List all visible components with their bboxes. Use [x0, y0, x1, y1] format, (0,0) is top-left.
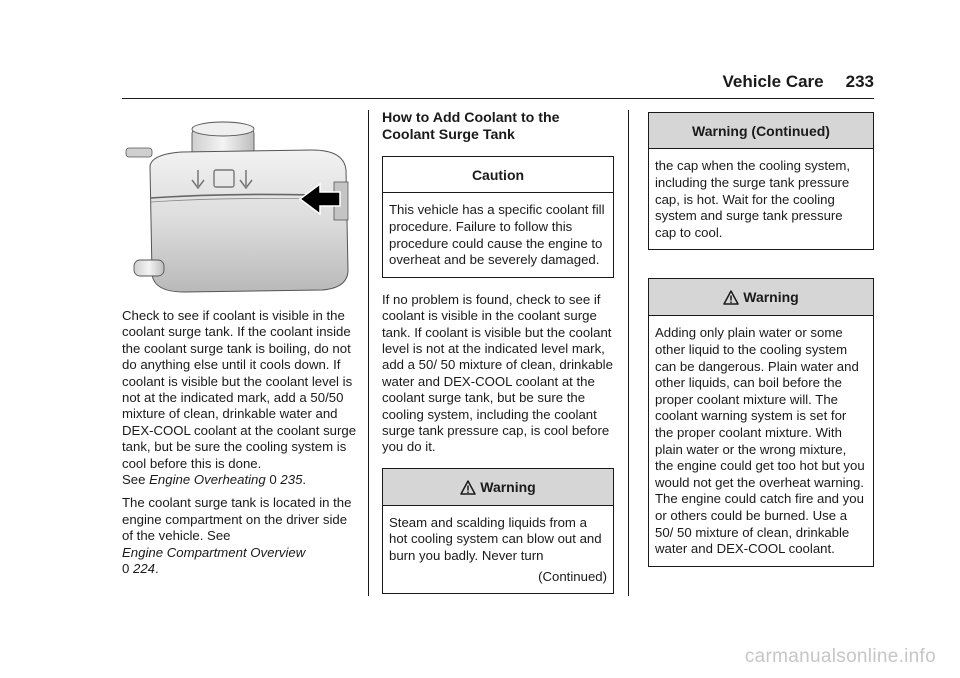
warning-text: Steam and scalding liquids from a hot cooling system can blow out and burn you badly. Never turn [389, 514, 602, 564]
continued-label: (Continued) [538, 568, 607, 584]
warning-triangle-icon [460, 480, 476, 496]
cross-reference[interactable]: Engine Overheating [149, 472, 266, 488]
page-reference[interactable]: 224 [133, 561, 156, 577]
caution-box [382, 156, 614, 278]
header-divider [122, 98, 874, 99]
column-left [122, 110, 358, 585]
column-middle [382, 110, 614, 622]
reference-arrow-icon: 0 [122, 561, 130, 577]
column-right [648, 112, 874, 595]
column-divider [628, 110, 629, 596]
column-divider [368, 110, 369, 596]
warning-triangle-icon [723, 290, 739, 306]
warning-heading: Warning [383, 469, 613, 506]
watermark: carmanualsonline.info [744, 646, 936, 667]
warning-continued-text: the cap when the cooling system, including the surge tank pressure cap, is hot. Wait for the cooling system and surge tank pressure cap to cool. [655, 158, 850, 240]
body-paragraph: If no problem is found, check to see if coolant is visible in the coolant surge tank. If coolant is visible but the coolant level is not at the indicated level mark, add a 50/ 50 mixture of clean, drinkable water and DEX-COOL coolant at the coolant surge tank, but be sure the cooling system, including the coolant surge tank pressure cap, is cool before you do it. [382, 291, 613, 455]
warning-box [382, 468, 614, 594]
body-paragraph: The coolant surge tank is located in the engine compartment on the driver side of the vehicle. See Engine Compartment Overview 0 224. [122, 495, 352, 577]
section-title: Vehicle Care [722, 72, 824, 91]
page-header [723, 72, 875, 92]
cross-reference[interactable]: Engine Compartment Overview [122, 544, 306, 560]
coolant-surge-tank-illustration [122, 110, 358, 306]
caution-heading: Caution [383, 157, 613, 193]
warning-heading: Warning [649, 279, 873, 316]
warning-continued-box [648, 112, 874, 250]
warning-continued-heading: Warning (Continued) [649, 113, 873, 149]
caution-text: This vehicle has a specific coolant fill procedure. Failure to follow this procedure could cause the engine to overheat and be severely damaged. [389, 202, 605, 268]
section-heading: How to Add Coolant to the Coolant Surge Tank [382, 110, 560, 143]
reference-arrow-icon: 0 [269, 472, 277, 488]
page-reference[interactable]: 235 [280, 472, 303, 488]
page-number: 233 [845, 72, 874, 91]
body-paragraph: Check to see if coolant is visible in the coolant surge tank. If the coolant inside the coolant surge tank is boiling, do not do anything else until it cools down. If coolant is visible but the coolant level is not at the indicated mark, add a 50/50 mixture of clean, drinkable water and DEX-COOL coolant at the coolant surge tank, but be sure the cooling system is cool before this is done. See Engine Overheating 0 235. [122, 308, 357, 488]
warning-box [648, 278, 874, 566]
warning-text: Adding only plain water or some other liquid to the cooling system can be dangerous. Plain water and other liquids, can boil before the proper coolant mixture will. The coolant warning system is set for the proper coolant mixture. With plain water or the wrong mixture, the engine could get too hot but you would not get the overheat warning. The engine could catch fire and you or others could be burned. Use a 50/ 50 mixture of clean, drinkable water and DEX-COOL coolant. [655, 325, 865, 557]
